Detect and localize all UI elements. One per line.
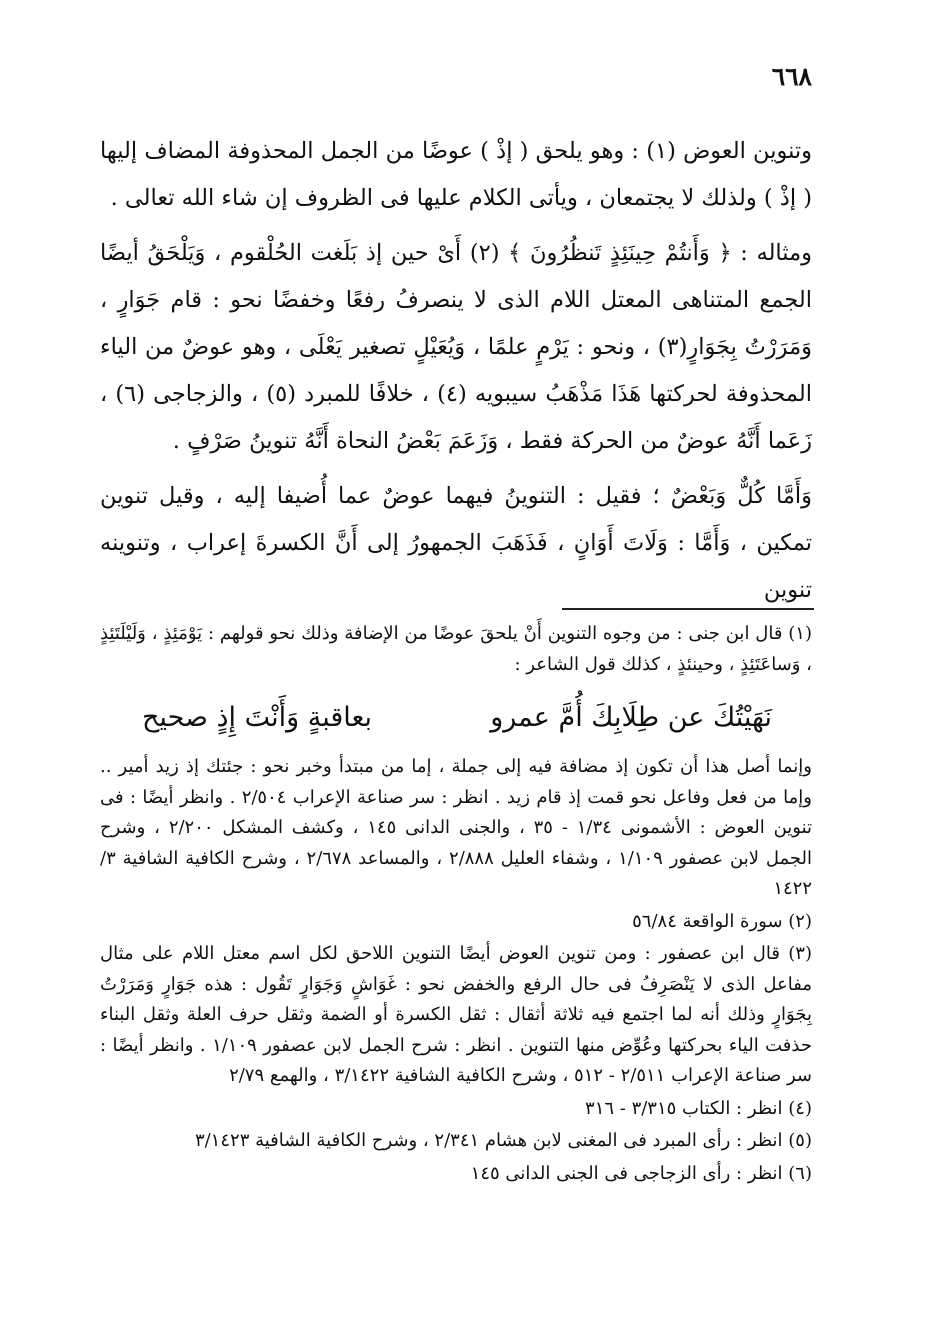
- footnote-6: (٦) انظر : رأى الزجاجى فى الجنى الدانى ١٤٥: [470, 1162, 812, 1184]
- footnote-2: (٢) سورة الواقعة ٥٦/٨٤: [632, 910, 812, 932]
- main-text: [100, 128, 812, 614]
- footnote-separator: [562, 608, 814, 610]
- footnote-5: (٥) انظر : رأى المبرد فى المغنى لابن هشام ٢/٣٤١ ، وشرح الكافية الشافية ٣/١٤٢٣: [194, 1130, 812, 1151]
- verse-second-hemistich: بعاقبةٍ وَأَنْتَ إِذٍ صحيح: [142, 702, 373, 733]
- footnote-3: (٣) قال ابن عصفور : ومن تنوين العوض أيضًا التنوين اللاحق لكل اسم معتل اللام على مثال مفاعل الذى لا يَنْصَرِفُ فى حال الرفع والخفض نحو : غَوَاشٍ وَجَوَارٍ تَقُول : هذه جَوَارٍ وَمَرَرْتُ بِجَوَارٍ وذلك أنه لما اجتمع فيه ثلاثة أثقال : ثقل الكسرة أو الضمة وثقل حرف العلة وثقل البناء حذفت الياء بحركتها وعُوِّض منها التنوين . انظر : شرح الجمل لابن عصفور ١/١٠٩ . وانظر أيضًا : سر صناعة الإعراب ٢/٥١١ - ٥١٢ ، وشرح الكافية الشافية ٣/١٤٢٢ ، والهمع ٢/٧٩: [100, 943, 812, 1086]
- verse-first-hemistich: نَهَيْتُكَ عن طِلَابِكَ أُمَّ عمرو: [490, 702, 772, 733]
- footnotes: [100, 619, 812, 1189]
- paragraph-tanween-iwad: وتنوين العوض (١) : وهو يلحق ( إذْ ) عوضًا من الجمل المحذوفة المضاف إليها ( إذْ ) ولذلك لا يجتمعان ، ويأتى الكلام عليها فى الظروف إن شاء الله تعالى .: [100, 138, 812, 211]
- poetry-verse: [142, 698, 772, 738]
- paragraph-example: ومثاله : ﴿ وَأَنتُمْ حِينَئِذٍ تَنظُرُونَ ﴾ (٢) أَىْ حين إذ بَلَغت الحُلْقوم ، وَيَلْحَقُ أيضًا الجمع المتناهى المعتل اللام الذى لا ينصرفُ رفعًا وخفضًا نحو : قام جَوَارٍ ، وَمَرَرْتُ بِجَوَارٍ(٣) ، ونحو : يَرْمٍ علمًا ، وَيُعَيْلٍ تصغير يَعْلَى ، وهو عوضٌ من الياء المحذوفة لحركتها هَذَا مَذْهَبُ سيبويه (٤) ، خلافًا للمبرد (٥) ، والزجاجى (٦) ، زَعَما أَنَّهُ عوضٌ من الحركة فقط ، وَزَعَمَ بَعْضُ النحاة أَنَّهُ تنوينُ صَرْفٍ .: [100, 240, 812, 454]
- footnote-4: (٤) انظر : الكتاب ٣/٣١٥ - ٣١٦: [585, 1097, 812, 1119]
- page-number: ٦٦٨: [771, 62, 812, 91]
- paragraph-kull-baad: وَأَمَّا كُلٌّ وَبَعْضٌ ؛ فقيل : التنوينُ فيهما عوضٌ عما أُضيفا إليه ، وقيل تنوين تمكين ، وَأَمَّا : وَلَاتَ أَوَانٍ ، فَذَهَبَ الجمهورُ إلى أَنَّ الكسرةَ إعراب ، وتنوينه تنوين: [100, 483, 812, 603]
- footnote-1-rest: وإنما أصل هذا أن تكون إذ مضافة فيه إلى جملة ، إما من مبتدأ وخبر نحو : جئتك إذ زيد أمير .. وإما من فعل وفاعل نحو قمت إذ قام زيد . انظر : سر صناعة الإعراب ٢/٥٠٤ . وانظر أيضًا : فى تنوين العوض : الأشمونى ١/٣٤ - ٣٥ ، والجنى الدانى ١٤٥ ، وكشف المشكل ٢/٢٠٠ ، وشرح الجمل لابن عصفور ١/١٠٩ ، وشفاء العليل ٢/٨٨٨ ، والمساعد ٢/٦٧٨ ، وشرح الكافية الشافية ٣/ ١٤٢٢: [100, 756, 813, 899]
- footnote-1-intro: (١) قال ابن جنى : من وجوه التنوين أَنْ يلحقَ عوضًا من الإضافة وذلك نحو قولهم : يَوْمَئِذٍ ، وَلَيْلَتَئِذٍ ، وَساعَتَئِذٍ ، وحينئذٍ ، كذلك قول الشاعر :: [100, 623, 812, 675]
